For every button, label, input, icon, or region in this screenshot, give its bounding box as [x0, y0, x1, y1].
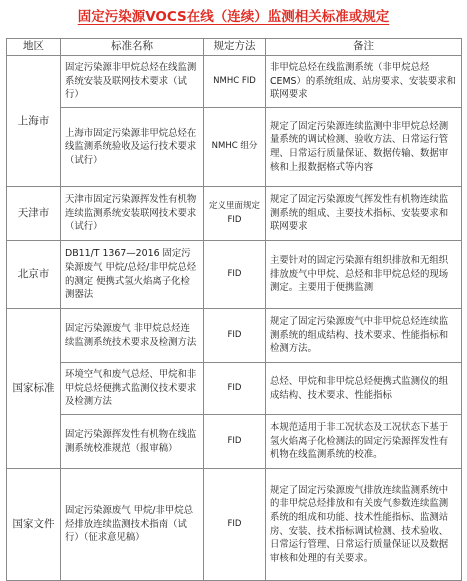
notes-cell: 规定了固定污染源废气中非甲烷总烃连续监测系统的组成结构、技术要求、性能指标和检测方法。: [266, 309, 462, 363]
table-row: [7, 241, 462, 309]
region-cell: 天津市: [7, 187, 61, 241]
method-cell: NMHC 组分: [204, 108, 266, 187]
notes-cell: 主要针对的固定污染源有组织排放和无组织排放废气中甲烷、总烃和非甲烷总烃的现场测定。主要用于便携监测: [266, 241, 462, 309]
header-standard: 标准名称: [61, 39, 204, 56]
region-cell: 国家文件: [7, 469, 61, 581]
table-row: [7, 363, 462, 415]
notes-cell: 规定了固定污染源废气挥发性有机物连续监测系统的组成、主要技术指标、安装要求和联网要求: [266, 187, 462, 241]
table-header-row: [7, 39, 462, 56]
method-cell: FID: [204, 309, 266, 363]
standard-name-cell: 固定污染源废气 甲烷/非甲烷总烃排放连续监测技术指南（试行）（征求意见稿）: [61, 469, 204, 581]
region-cell: 上海市: [7, 56, 61, 187]
method-cell: FID: [204, 241, 266, 309]
method-cell: FID: [204, 469, 266, 581]
table-row: [7, 108, 462, 187]
header-notes: 备注: [266, 39, 462, 56]
method-cell: FID: [204, 415, 266, 469]
method-cell: 定义里面规定FID: [204, 187, 266, 241]
notes-cell: 规定了固定污染源废气排放连续监测系统中的非甲烷总烃排放和有关废气参数连续监测系统的组成和功能、技术性能指标、监测站房、安装、技术指标调试检测、技术验收、日常运行管理、日常运行质量保证以及数据审核和处理的有关要求。: [266, 469, 462, 581]
notes-cell: 本规范适用于非工况状态及工况状态下基于氢火焰离子化检测法的固定污染源挥发性有机物在线监测系统的校准。: [266, 415, 462, 469]
notes-cell: 非甲烷总烃在线监测系统（非甲烷总烃CEMS）的系统组成、站房要求、安装要求和联网要求: [266, 56, 462, 108]
notes-cell: 规定了固定污染源连续监测中非甲烷总烃测量系统的调试检测、验收方法、日常运行管理、日常运行质量保证、数据传输、数据审核和上报数据格式等内容: [266, 108, 462, 187]
standard-name-cell: 固定污染源挥发性有机物在线监测系统校准规范（报审稿）: [61, 415, 204, 469]
region-cell: 北京市: [7, 241, 61, 309]
standard-name-cell: 上海市固定污染源非甲烷总烃在线监测系统验收及运行技术要求（试行）: [61, 108, 204, 187]
method-cell: NMHC FID: [204, 56, 266, 108]
header-region: 地区: [7, 39, 61, 56]
notes-cell: 总烃、甲烷和非甲烷总烃便携式监测仪的组成结构、技术要求、性能指标: [266, 363, 462, 415]
table-row: [7, 56, 462, 108]
table-row: [7, 415, 462, 469]
header-method: 规定方法: [204, 39, 266, 56]
standards-table: [6, 38, 462, 581]
standard-name-cell: DB11/T 1367—2016 固定污染源废气 甲烷/总烃/非甲烷总烃的测定 便携式氢火焰离子化检测器法: [61, 241, 204, 309]
method-cell: FID: [204, 363, 266, 415]
region-cell: 国家标准: [7, 309, 61, 469]
standard-name-cell: 固定污染源非甲烷总烃在线监测系统安装及联网技术要求（试行）: [61, 56, 204, 108]
table-row: [7, 187, 462, 241]
standard-name-cell: 环境空气和废气总烃、甲烷和非甲烷总烃便携式监测仪技术要求及检测方法: [61, 363, 204, 415]
standard-name-cell: 天津市固定污染源挥发性有机物连续监测系统安装联网技术要求（试行）: [61, 187, 204, 241]
standard-name-cell: 固定污染源废气 非甲烷总烃连续监测系统技术要求及检测方法: [61, 309, 204, 363]
table-row: [7, 309, 462, 363]
table-row: [7, 469, 462, 581]
page-title: 固定污染源VOCS在线（连续）监测相关标准或规定: [77, 9, 390, 25]
